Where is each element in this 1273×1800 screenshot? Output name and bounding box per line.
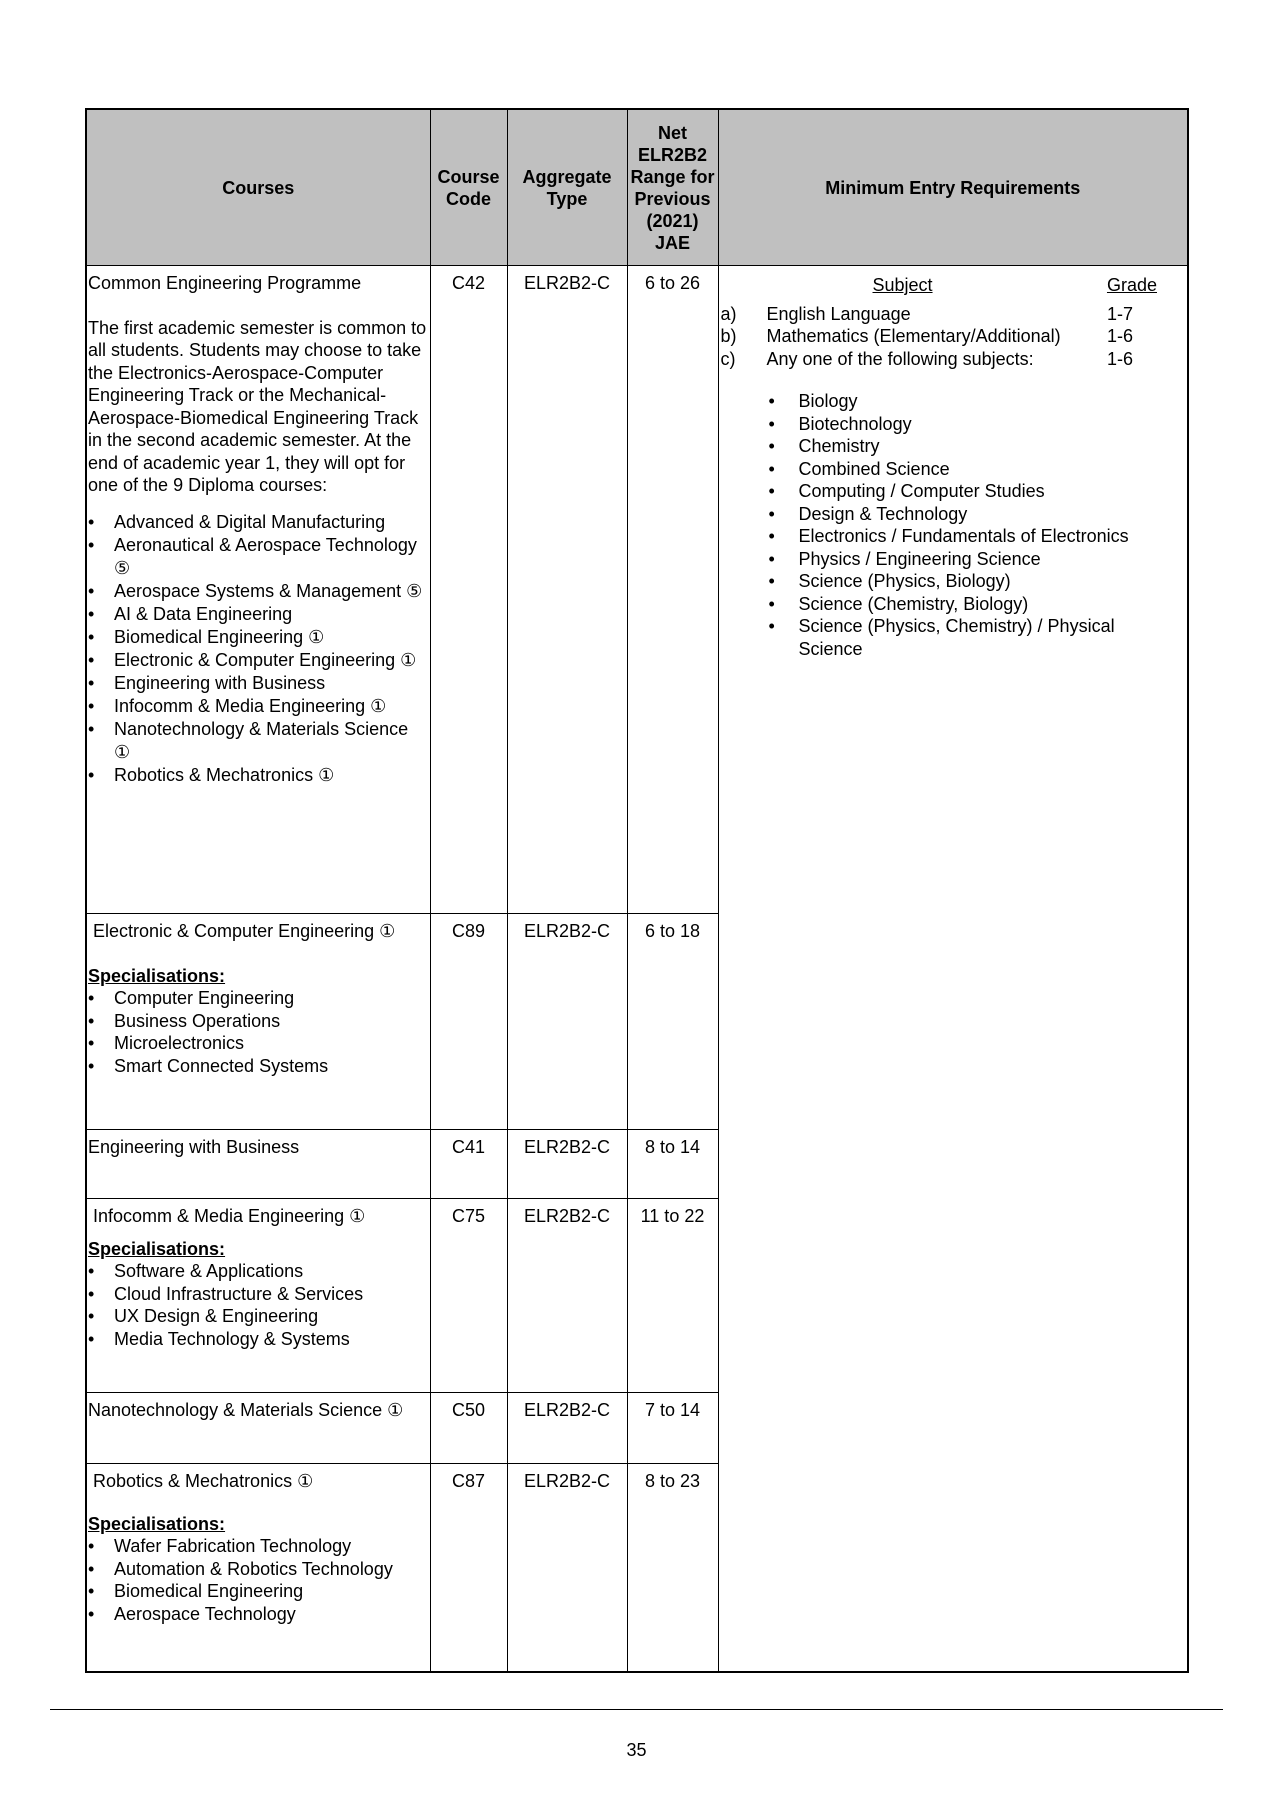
list-item: • Business Operations (88, 1010, 428, 1033)
specialisations-label: Specialisations: (88, 965, 226, 986)
list-item: • Electronic & Computer Engineering ① (88, 649, 428, 672)
subject-key: b) (720, 326, 737, 346)
aggregate-type: ELR2B2-C (507, 1393, 627, 1464)
list-item: • Microelectronics (88, 1032, 428, 1055)
list-item: • Aerospace Technology (88, 1603, 428, 1626)
course-title: Engineering with Business (88, 1137, 300, 1157)
specialisations-list (88, 987, 428, 1077)
specialisations-label: Specialisations: (88, 1238, 226, 1259)
course-title: Robotics & Mechatronics ① (93, 1471, 314, 1491)
subject-grade: 1-6 (1107, 326, 1134, 346)
range: 6 to 26 (627, 266, 718, 914)
list-item: • Nanotechnology & Materials Science ① (88, 718, 428, 764)
list-item: • Smart Connected Systems (88, 1055, 428, 1078)
header-aggregate-type: Aggregate Type (507, 109, 627, 266)
course-title: Electronic & Computer Engineering ① (93, 921, 396, 941)
subject-grade: 1-7 (1107, 303, 1134, 324)
list-item: • Advanced & Digital Manufacturing (88, 511, 428, 534)
header-range: Net ELR2B2 Range for Previous (2021) JAE (627, 109, 718, 266)
list-item: • Biology (721, 390, 1158, 413)
list-item: • Media Technology & Systems (88, 1328, 428, 1351)
subject-options-list (721, 390, 1158, 660)
subject-header: Subject (872, 275, 933, 295)
list-item: • Automation & Robotics Technology (88, 1558, 428, 1581)
header-courses: Courses (86, 109, 430, 266)
list-item: • Biomedical Engineering ① (88, 626, 428, 649)
list-item: • Computer Engineering (88, 987, 428, 1010)
course-title: Common Engineering Programme (88, 273, 362, 293)
course-code: C42 (430, 266, 507, 914)
entry-requirements-table (85, 108, 1189, 1673)
list-item: • Aerospace Systems & Management ⑤ (88, 580, 428, 603)
subject-key: a) (720, 303, 737, 324)
specialisations-list (88, 1535, 428, 1625)
subject-grade: 1-6 (1107, 348, 1134, 369)
subject-name: Mathematics (Elementary/Additional) (766, 326, 1061, 346)
list-item: • Computing / Computer Studies (721, 480, 1158, 503)
aggregate-type: ELR2B2-C (507, 266, 627, 914)
range: 11 to 22 (627, 1199, 718, 1393)
aggregate-type: ELR2B2-C (507, 1130, 627, 1199)
course-cell (86, 914, 430, 1130)
list-item: • Chemistry (721, 435, 1158, 458)
aggregate-type: ELR2B2-C (507, 1199, 627, 1393)
course-title: Infocomm & Media Engineering ① (93, 1206, 366, 1226)
list-item: • Science (Chemistry, Biology) (721, 593, 1158, 616)
course-cell (86, 1199, 430, 1393)
subject-name: English Language (766, 303, 911, 324)
list-item: • Biomedical Engineering (88, 1580, 428, 1603)
list-item: • Wafer Fabrication Technology (88, 1535, 428, 1558)
course-options-list (88, 511, 428, 787)
subject-requirement (721, 325, 1158, 348)
list-item: • AI & Data Engineering (88, 603, 428, 626)
subject-name: Any one of the following subjects: (766, 348, 1034, 369)
list-item: • Aeronautical & Aerospace Technology ⑤ (88, 534, 428, 580)
list-item: • Design & Technology (721, 503, 1158, 526)
list-item: • Software & Applications (88, 1260, 428, 1283)
range: 8 to 23 (627, 1464, 718, 1672)
list-item: • Science (Physics, Biology) (721, 570, 1158, 593)
subject-requirement (721, 303, 1158, 326)
course-cell (86, 1393, 430, 1464)
range: 8 to 14 (627, 1130, 718, 1199)
table-row (86, 266, 1188, 914)
specialisations-label: Specialisations: (88, 1513, 226, 1534)
list-item: • Biotechnology (721, 413, 1158, 436)
list-item: • Combined Science (721, 458, 1158, 481)
range: 7 to 14 (627, 1393, 718, 1464)
specialisations-list (88, 1260, 428, 1350)
page-number: 35 (626, 1740, 647, 1760)
course-cell (86, 266, 430, 914)
footer-divider (50, 1709, 1223, 1710)
course-code: C50 (430, 1393, 507, 1464)
course-cell (86, 1464, 430, 1672)
course-code: C75 (430, 1199, 507, 1393)
list-item: • Electronics / Fundamentals of Electronics (721, 525, 1158, 548)
course-code: C41 (430, 1130, 507, 1199)
header-course-code: Course Code (430, 109, 507, 266)
course-code: C87 (430, 1464, 507, 1672)
list-item: • Cloud Infrastructure & Services (88, 1283, 428, 1306)
course-description: The first academic semester is common to all students. Students may choose to take the Electronics-Aerospace-Computer Engineering Track or the Mechanical-Aerospace-Biomedical Engineering Track in the second academic semester. At the end of academic year 1, they will opt for one of the 9 Diploma courses: (88, 317, 427, 495)
subject-key: c) (720, 348, 736, 369)
grade-header: Grade (1106, 275, 1157, 295)
course-title: Nanotechnology & Materials Science ① (88, 1400, 404, 1420)
list-item: • Physics / Engineering Science (721, 548, 1158, 571)
list-item: • Infocomm & Media Engineering ① (88, 695, 428, 718)
aggregate-type: ELR2B2-C (507, 1464, 627, 1672)
list-item: • Science (Physics, Chemistry) / Physical Science (721, 615, 1158, 660)
list-item: • UX Design & Engineering (88, 1305, 428, 1328)
course-cell (86, 1130, 430, 1199)
header-requirements: Minimum Entry Requirements (718, 109, 1188, 266)
list-item: • Robotics & Mechatronics ① (88, 764, 428, 787)
requirements-cell (718, 266, 1188, 1672)
aggregate-type: ELR2B2-C (507, 914, 627, 1130)
list-item: • Engineering with Business (88, 672, 428, 695)
table-header-row (86, 109, 1188, 266)
course-code: C89 (430, 914, 507, 1130)
range: 6 to 18 (627, 914, 718, 1130)
subject-requirement (721, 348, 1158, 371)
